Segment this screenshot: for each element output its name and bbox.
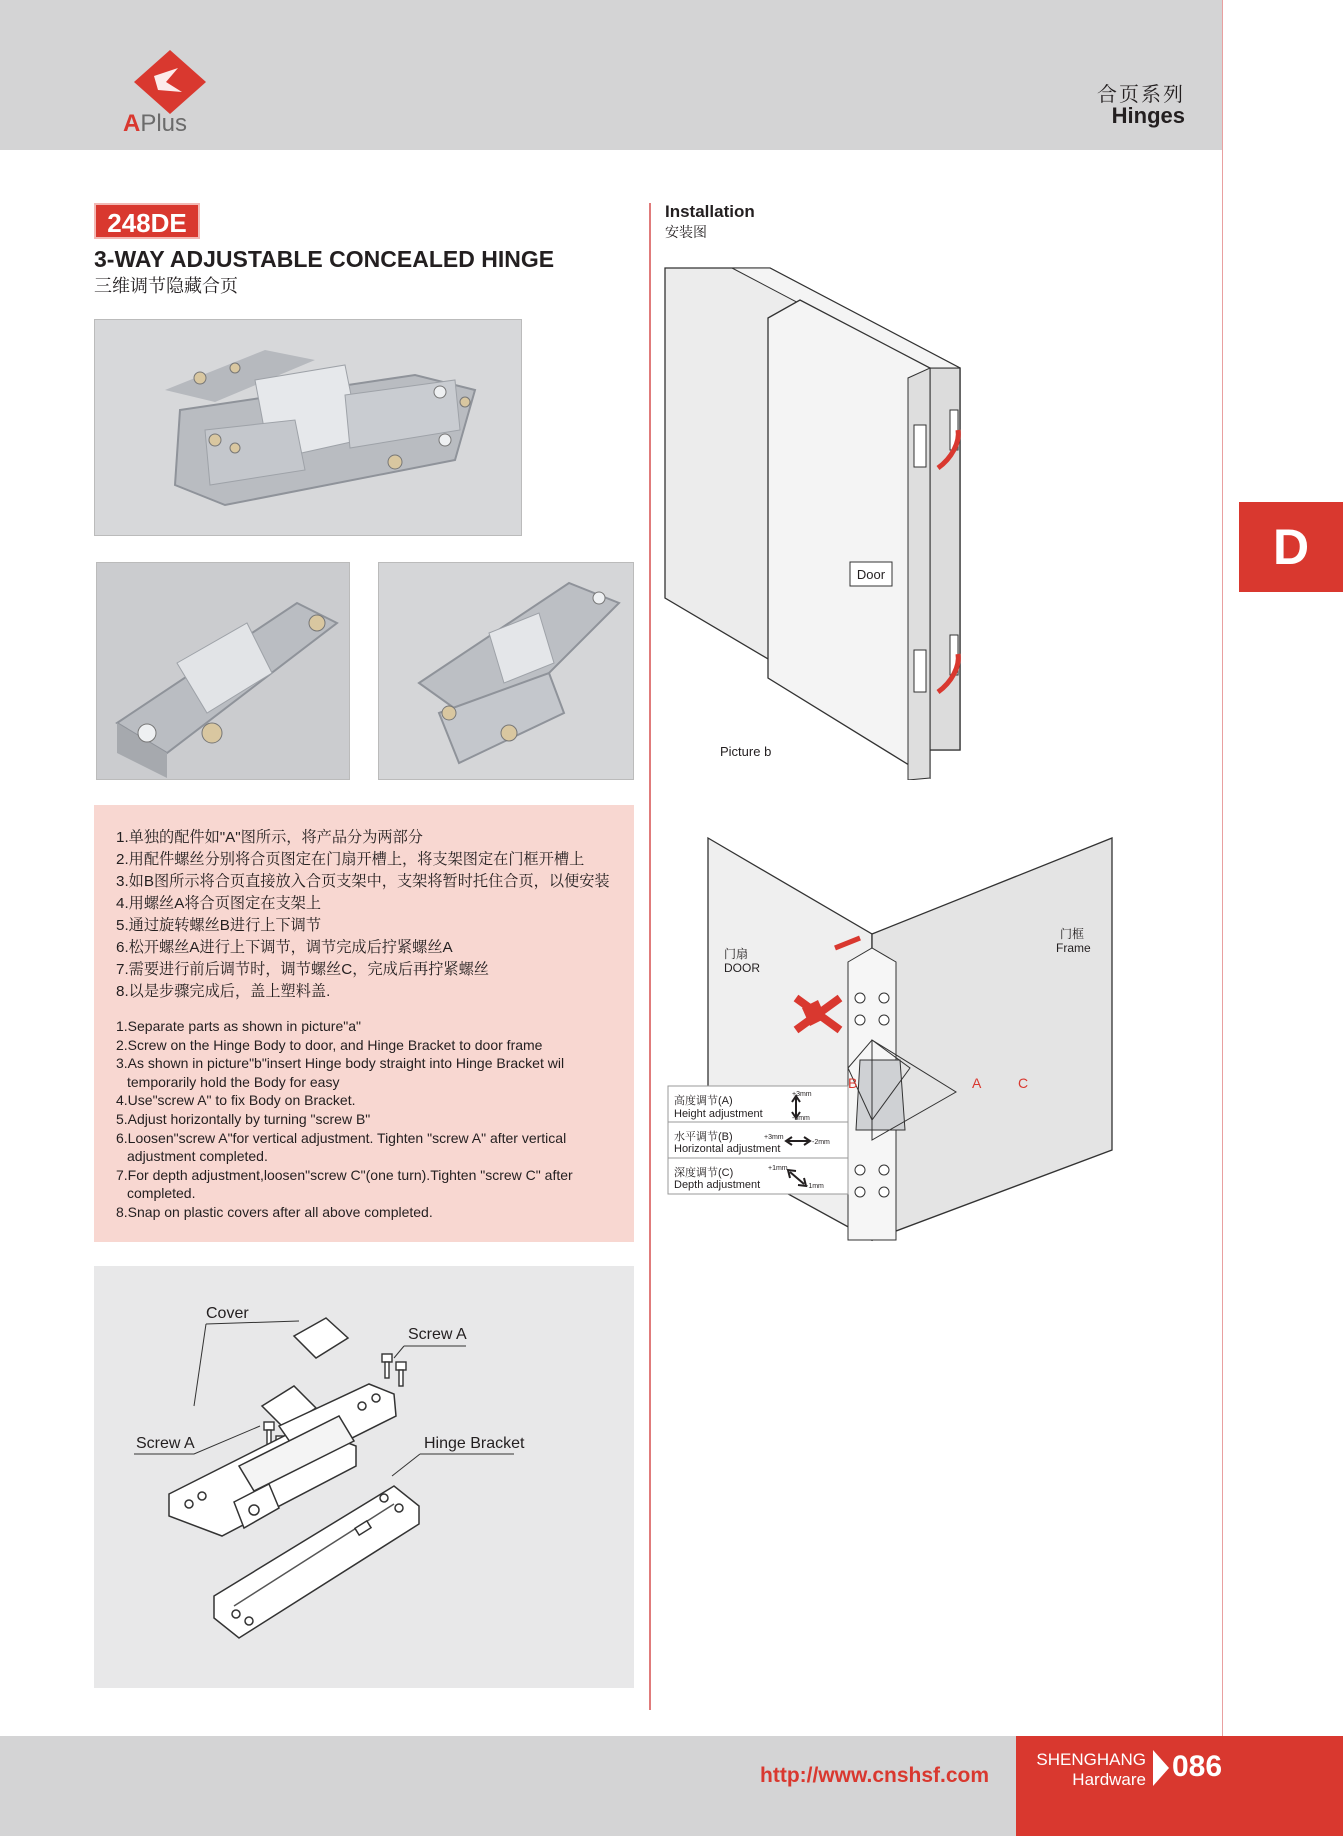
product-title-cn: 三维调节隐藏合页 xyxy=(94,276,238,296)
door-cn-label: 门扇 xyxy=(724,947,749,961)
footer-company: SHENGHANG xyxy=(1036,1750,1146,1769)
step-en: 8.Snap on plastic covers after all above completed. xyxy=(116,1203,433,1220)
parts-diagram-panel xyxy=(94,1266,634,1688)
step-cn: 8.以是步骤完成后，盖上塑料盖. xyxy=(116,983,331,1000)
step-en: 3.As shown in picture"b"insert Hinge body straight into Hinge Bracket wil temporarily hold the Body for easy xyxy=(116,1055,565,1090)
label-c: C xyxy=(1018,1075,1029,1091)
footer-url[interactable]: http://www.cnshsf.com xyxy=(760,1764,990,1787)
hinge-photo-main xyxy=(94,319,522,536)
series-title-en: Hinges xyxy=(1111,103,1185,128)
brand-wordmark xyxy=(123,110,187,138)
step-en: 4.Use"screw A" to fix Body on Bracket. xyxy=(116,1092,356,1109)
frame-en-label: Frame xyxy=(1056,941,1091,955)
adjust-depth-en: Depth adjustment xyxy=(674,1179,761,1191)
step-cn: 2.用配件螺丝分别将合页图定在门扇开槽上，将支架图定在门框开槽上 xyxy=(116,851,585,868)
chevron-right-icon xyxy=(1153,1750,1169,1786)
picture-b-label: Picture b xyxy=(720,744,772,759)
step-cn: 7.需要进行前后调节时，调节螺丝C，完成后再拧紧螺丝 xyxy=(116,961,489,978)
column-divider xyxy=(649,203,651,1710)
label-b: B xyxy=(848,1075,858,1091)
step-cn: 6.松开螺丝A进行上下调节，调节完成后拧紧螺丝A xyxy=(116,939,453,956)
step-en: 5.Adjust horizontally by turning "screw B" xyxy=(116,1110,371,1127)
cover-right-shape xyxy=(294,1318,348,1358)
adjust-depth-minus: -1mm xyxy=(806,1183,824,1190)
footer-company-sub: Hardware xyxy=(1072,1770,1146,1789)
door-en-label: DOOR xyxy=(724,961,760,975)
label-cover: Cover xyxy=(206,1305,249,1322)
label-screw-a-left: Screw A xyxy=(136,1435,195,1452)
step-cn: 1.单独的配件如"A"图所示，将产品分为两部分 xyxy=(116,829,423,846)
section-tab: D xyxy=(1239,502,1343,592)
label-hinge-bracket: Hinge Bracket xyxy=(424,1435,525,1452)
step-en: 2.Screw on the Hinge Body to door, and Hinge Bracket to door frame xyxy=(116,1036,543,1053)
step-cn: 4.用螺丝A将合页图定在支架上 xyxy=(116,895,322,912)
adjust-horizontal-cn: 水平调节(B) xyxy=(674,1131,733,1143)
adjust-horizontal-en: Horizontal adjustment xyxy=(674,1143,781,1155)
label-a: A xyxy=(972,1075,982,1091)
adjustment-legend xyxy=(668,1086,848,1194)
label-screw-a-top: Screw A xyxy=(408,1326,467,1343)
adjust-height-en: Height adjustment xyxy=(674,1108,763,1120)
adjust-height-cn: 高度调节(A) xyxy=(674,1095,733,1107)
step-en: 7.For depth adjustment,loosen"screw C"(one turn).Tighten "screw C" after completed. xyxy=(116,1166,573,1202)
installation-picture-b xyxy=(660,260,1000,780)
steps-list-en xyxy=(116,1017,610,1222)
door-label: Door xyxy=(856,567,886,582)
step-cn: 5.通过旋转螺丝B进行上下调节 xyxy=(116,917,322,934)
step-en: 1.Separate parts as shown in picture"a" xyxy=(116,1018,361,1034)
page-number: 086 xyxy=(1172,1750,1223,1783)
installation-adjustment-diagram xyxy=(660,830,1120,1250)
installation-title-cn: 安装图 xyxy=(665,224,707,240)
model-badge: 248DE xyxy=(94,203,200,239)
step-en: 6.Loosen"screw A"for vertical adjustment. Tighten "screw A" after vertical adjustment completed. xyxy=(116,1129,567,1165)
product-title-en: 3-WAY ADJUSTABLE CONCEALED HINGE xyxy=(94,246,555,272)
series-title-cn: 合页系列 xyxy=(1097,84,1185,106)
steps-list-cn xyxy=(116,827,610,1003)
adjust-height-plus: +3mm xyxy=(792,1091,812,1098)
right-margin-rule xyxy=(1222,0,1223,1836)
frame-cn-label: 门框 xyxy=(1060,927,1085,941)
adjust-horizontal-minus: -2mm xyxy=(812,1139,830,1146)
adjust-depth-plus: +1mm xyxy=(768,1165,788,1172)
adjust-height-minus: -3mm xyxy=(792,1115,810,1122)
installation-title: Installation xyxy=(665,202,755,221)
step-cn: 3.如B图所示将合页直接放入合页支架中，支架将暂时托住合页，以便安装 xyxy=(116,873,610,890)
hinge-photo-left xyxy=(96,562,350,780)
brand-plus: Plus xyxy=(140,110,188,137)
brand-letter: A xyxy=(123,110,141,137)
adjust-depth-cn: 深度调节(C) xyxy=(674,1167,734,1179)
adjust-horizontal-plus: +3mm xyxy=(764,1134,784,1141)
hinge-photo-right xyxy=(378,562,634,780)
installation-steps-panel xyxy=(94,805,634,1242)
